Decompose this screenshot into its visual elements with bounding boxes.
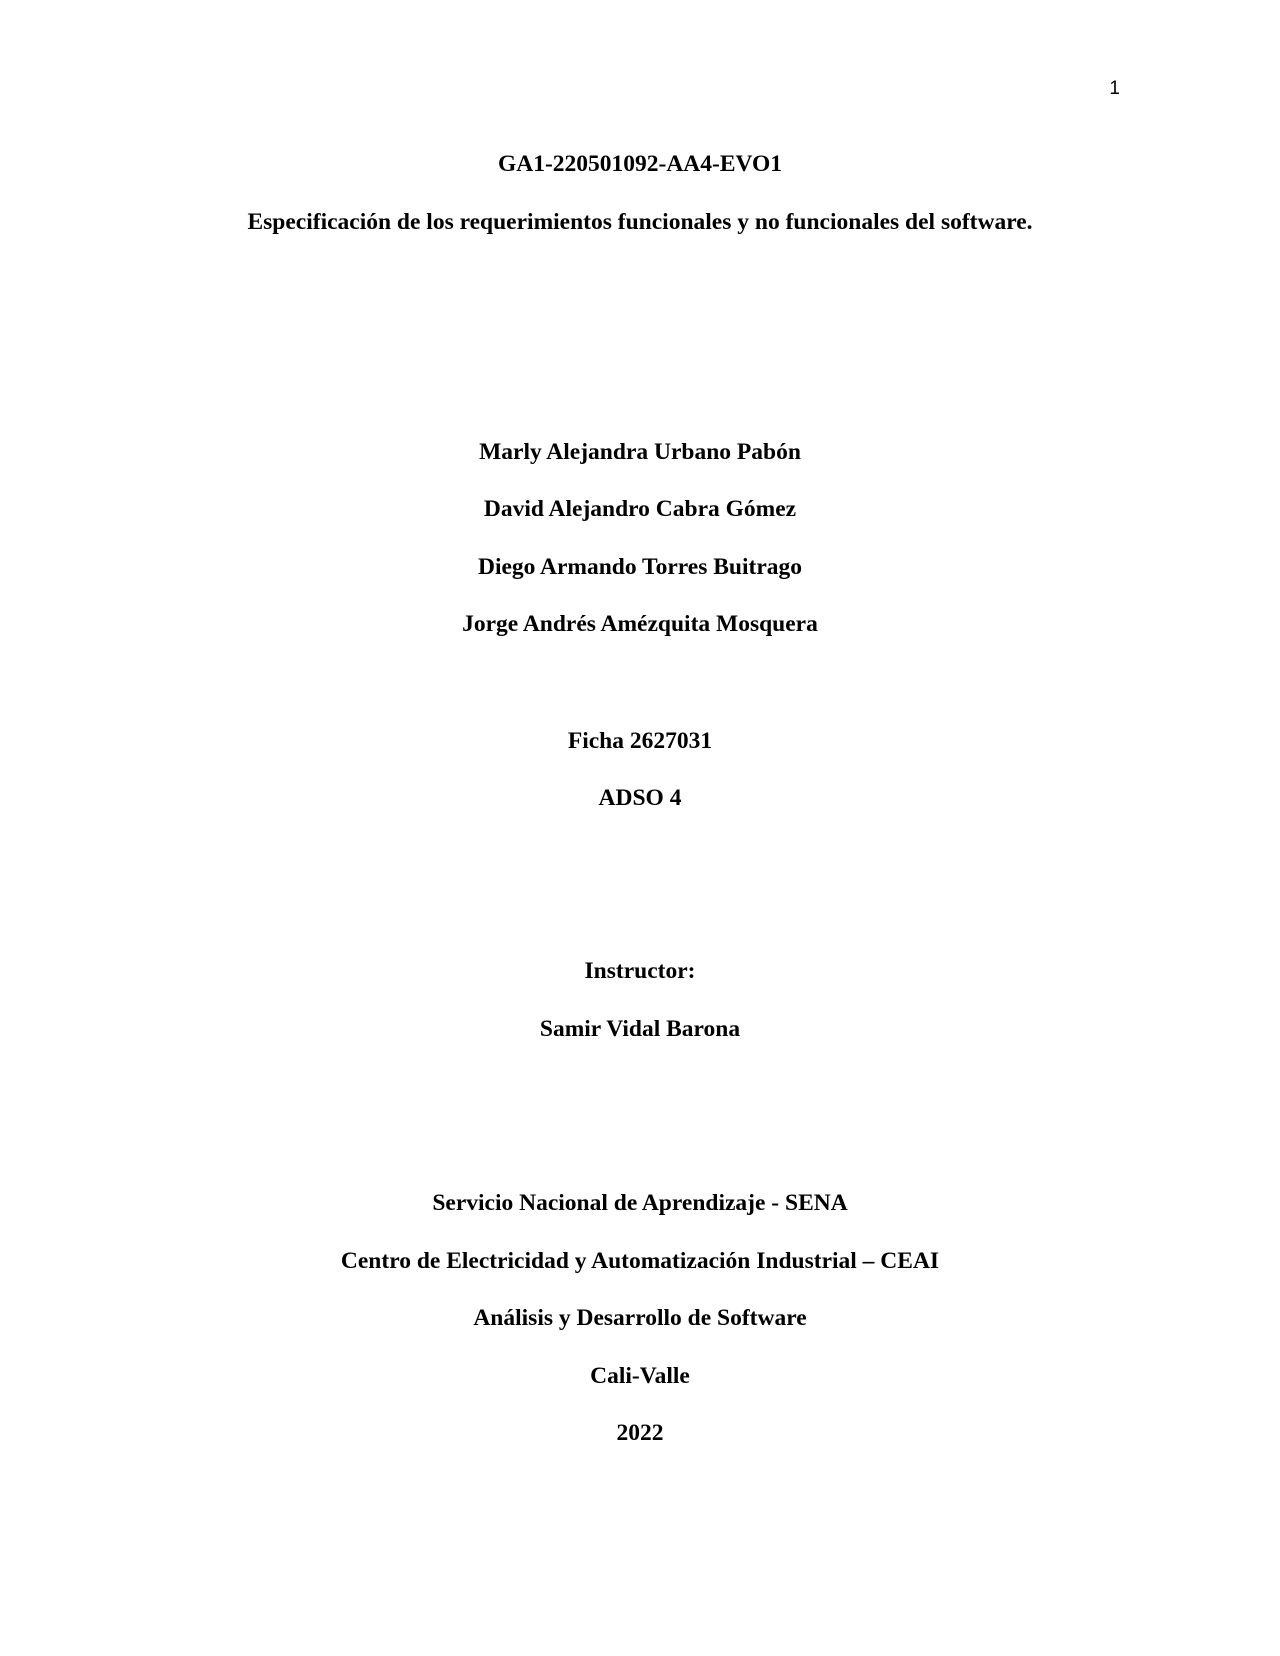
ficha-number: Ficha 2627031 [567, 728, 713, 754]
author-name: Jorge Andrés Amézquita Mosquera [462, 611, 818, 637]
year: 2022 [616, 1420, 664, 1446]
institution-name: Servicio Nacional de Aprendizaje - SENA [432, 1190, 848, 1216]
document-title: Especificación de los requerimientos funcionales y no funcionales del software. [247, 209, 1033, 235]
author-name: David Alejandro Cabra Gómez [483, 496, 797, 522]
group-name: ADSO 4 [598, 785, 682, 811]
document-code: GA1-220501092-AA4-EVO1 [497, 151, 783, 177]
location: Cali-Valle [590, 1363, 690, 1389]
instructor-name: Samir Vidal Barona [539, 1016, 741, 1042]
page-number: 1 [1109, 78, 1120, 99]
author-name: Diego Armando Torres Buitrago [477, 554, 802, 580]
program-name: Análisis y Desarrollo de Software [473, 1305, 807, 1331]
institution-center: Centro de Electricidad y Automatización Industrial – CEAI [340, 1248, 940, 1274]
author-name: Marly Alejandra Urbano Pabón [479, 439, 801, 465]
instructor-label: Instructor: [584, 958, 696, 984]
